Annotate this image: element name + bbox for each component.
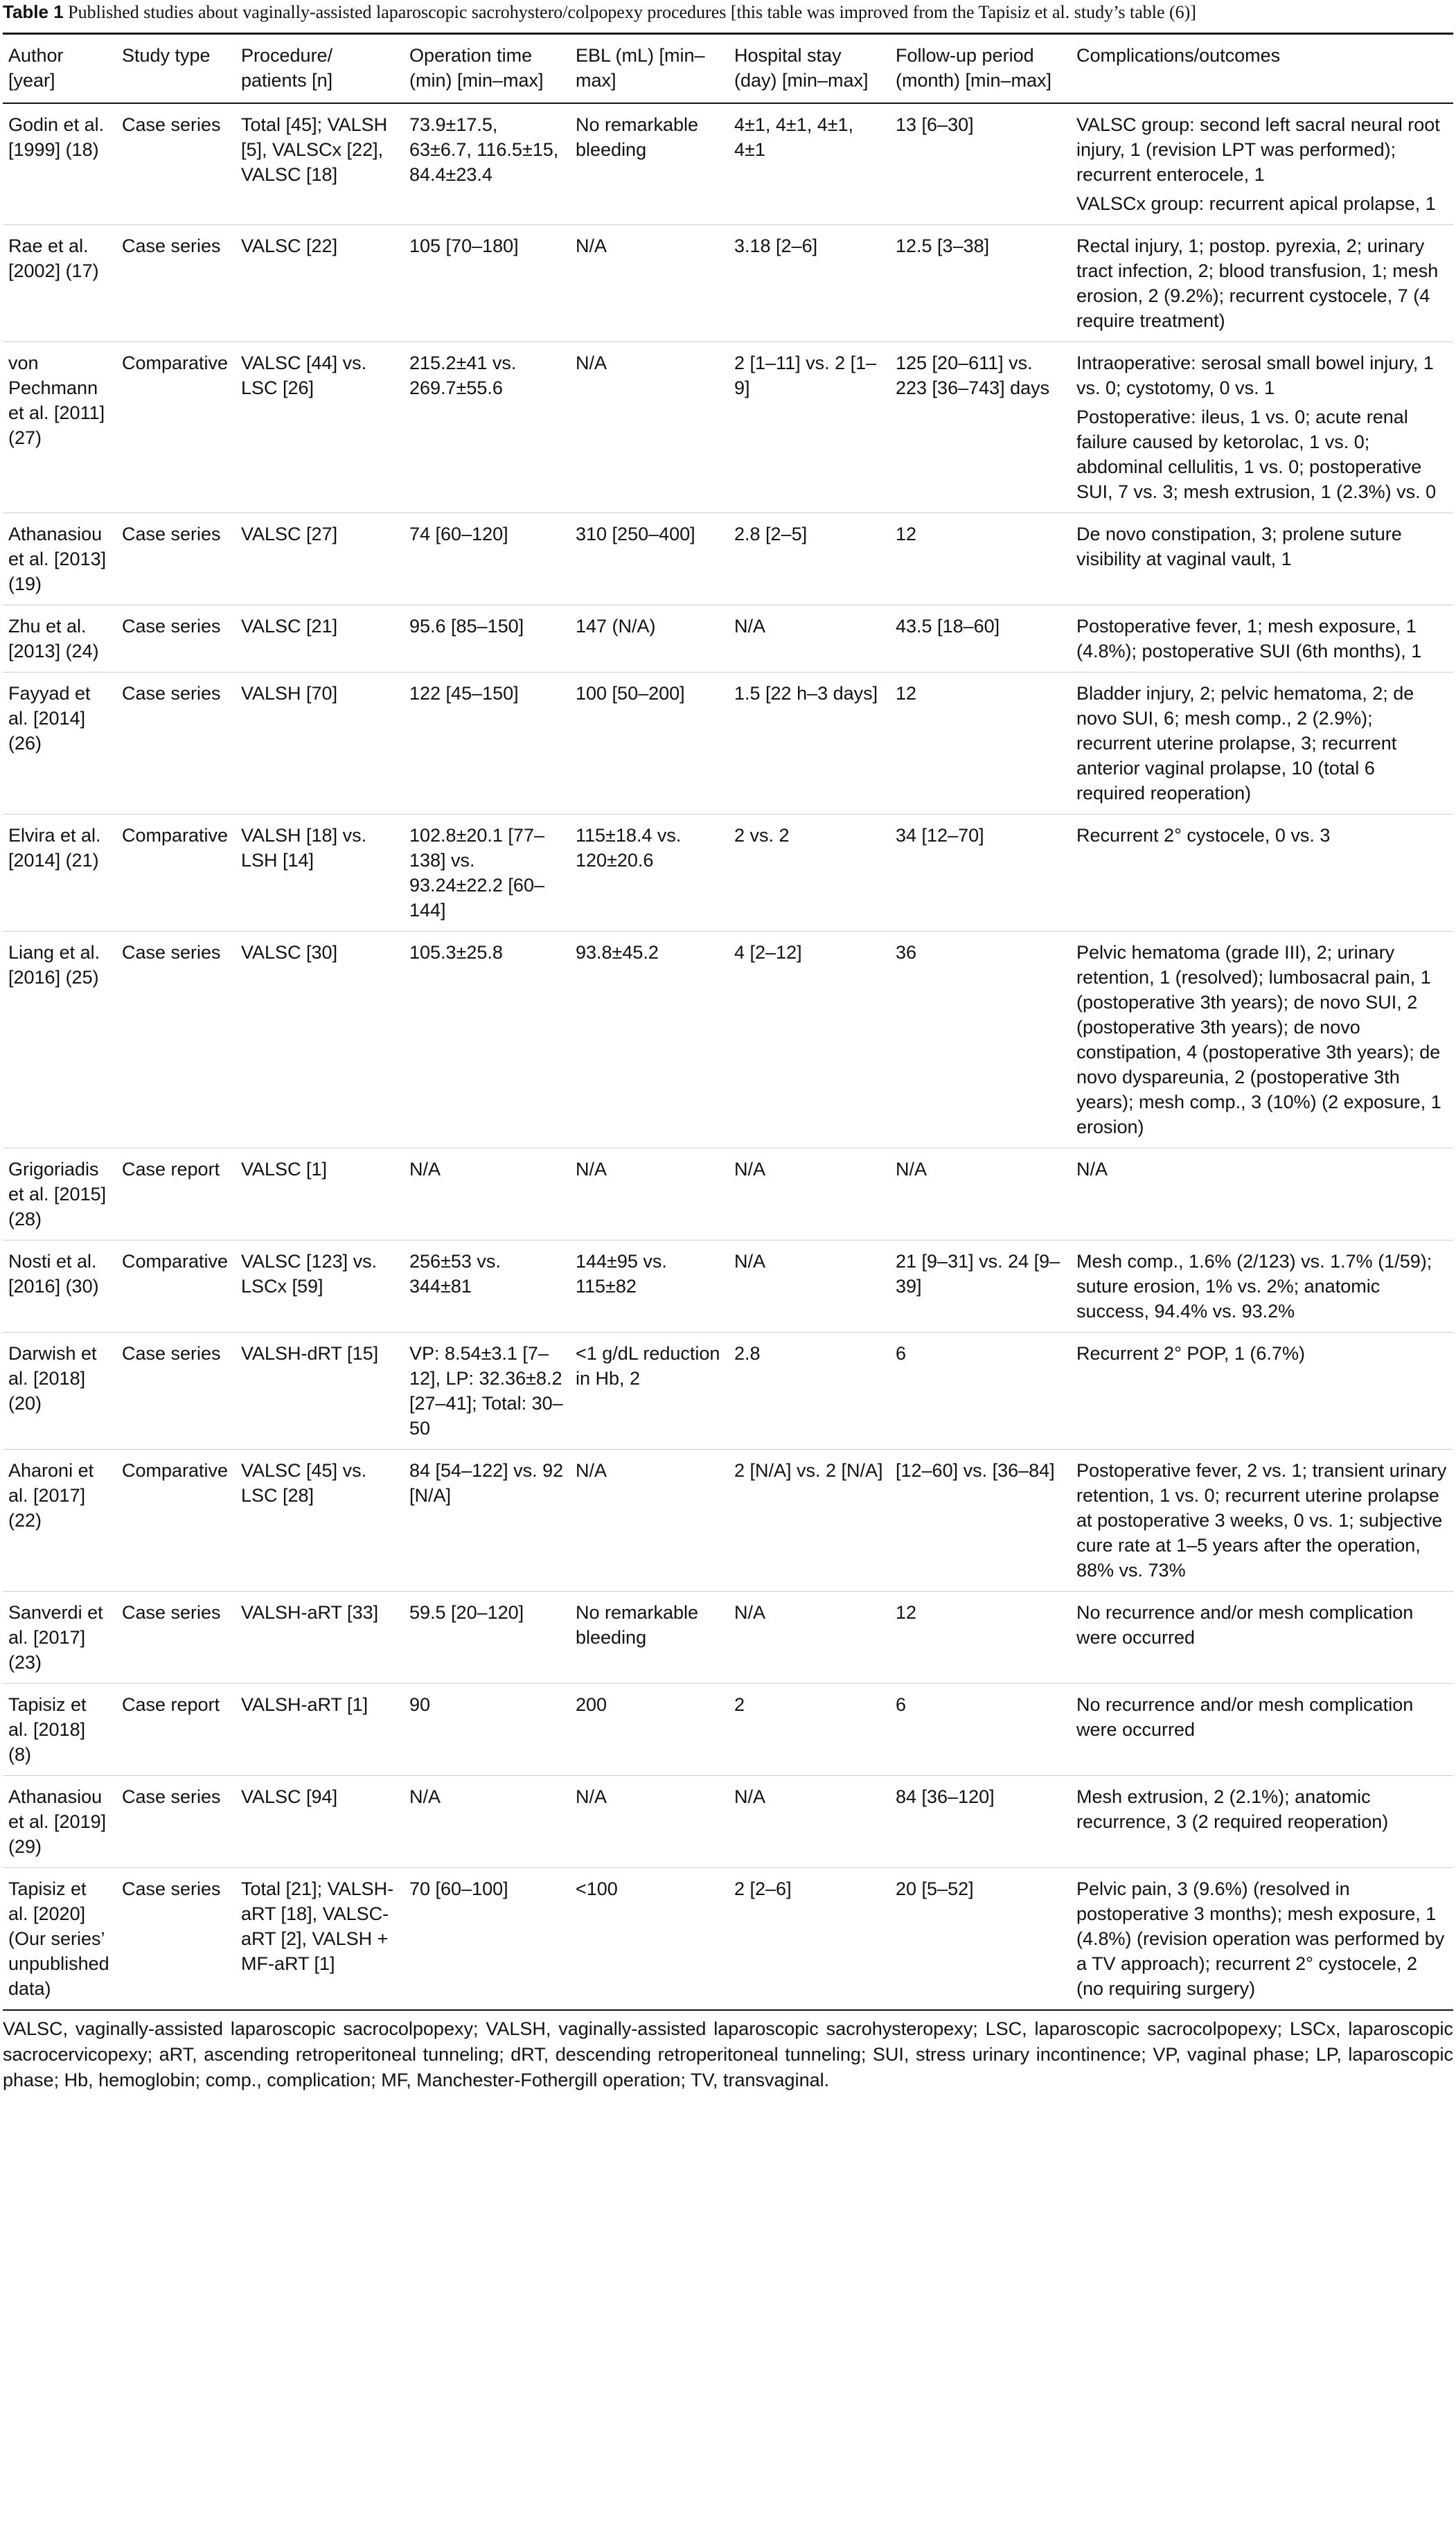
cell-procedure: VALSC [27]: [241, 524, 338, 544]
cell-procedure: VALSH-dRT [15]: [241, 1343, 379, 1364]
cell-follow-up: 13 [6–30]: [896, 114, 974, 135]
table-row: [3, 1241, 1453, 1333]
cell-ebl: 310 [250–400]: [576, 524, 695, 544]
table-header: [3, 34, 1453, 104]
cell-outcomes: Recurrent 2° POP, 1 (6.7%): [1076, 1343, 1305, 1364]
cell-study-type: Case series: [122, 1878, 221, 1899]
cell-follow-up: [12–60] vs. [36–84]: [896, 1460, 1055, 1481]
cell-operation-time: 105.3±25.8: [409, 942, 503, 963]
cell-study-type: Case series: [122, 114, 221, 135]
cell-follow-up: 6: [896, 1694, 907, 1715]
cell-operation-time: 122 [45–150]: [409, 683, 519, 704]
cell-procedure: VALSH [70]: [241, 683, 338, 704]
cell-outcomes: Pelvic pain, 3 (9.6%) (resolved in postoperative 3 months); mesh exposure, 1 (4.8%) (revision operation was performed by a TV approach); recurrent 2° cystocele, 2 (no requiring surgery): [1076, 1878, 1445, 1999]
cell-operation-time: 95.6 [85–150]: [409, 616, 524, 637]
table-caption: [3, 0, 1453, 33]
cell-outcomes: N/A: [1076, 1159, 1108, 1180]
cell-outcomes: Postoperative fever, 2 vs. 1; transient urinary retention, 1 vs. 0; recurrent uterine prolapse at postoperative 3 weeks, 0 vs. 1; subjective cure rate at 1–5 years after the operation, 88% vs. 73%: [1076, 1460, 1447, 1581]
cell-operation-time: 73.9±17.5, 63±6.7, 116.5±15, 84.4±23.4: [409, 114, 559, 185]
cell-follow-up: 20 [5–52]: [896, 1878, 974, 1899]
cell-follow-up: 125 [20–611] vs. 223 [36–743] days: [896, 353, 1050, 398]
cell-ebl: 147 (N/A): [576, 616, 656, 637]
header-operation-time: Operation time (min) [min–max]: [409, 45, 544, 91]
cell-procedure: VALSC [1]: [241, 1159, 328, 1180]
cell-operation-time: N/A: [409, 1159, 441, 1180]
cell-outcomes: Recurrent 2° cystocele, 0 vs. 3: [1076, 825, 1331, 846]
cell-outcomes: De novo constipation, 3; prolene suture visibility at vaginal vault, 1: [1076, 524, 1402, 569]
table-row: [3, 673, 1453, 815]
cell-author: Darwish et al. [2018] (20): [8, 1343, 97, 1414]
cell-ebl: N/A: [576, 1460, 607, 1481]
cell-hospital-stay: 2 [N/A] vs. 2 [N/A]: [734, 1460, 883, 1481]
cell-follow-up: N/A: [896, 1159, 927, 1180]
cell-ebl: <100: [576, 1878, 618, 1899]
cell-ebl: N/A: [576, 1159, 607, 1180]
cell-outcomes: Pelvic hematoma (grade III), 2; urinary retention, 1 (resolved); lumbosacral pain, 1 (postoperative 3th years); de novo SUI, 2 (postoperative 3th years); de novo constipation, 4 (postoperative 3th years); de novo dyspareunia, 2 (postoperative 3th years); mesh comp., 3 (10%) (2 exposure, 1 erosion): [1076, 942, 1441, 1137]
cell-hospital-stay: N/A: [734, 1602, 766, 1623]
cell-procedure: VALSC [123] vs. LSCx [59]: [241, 1251, 378, 1297]
cell-author: Tapisiz et al. [2020] (Our series’ unpublished data): [8, 1878, 109, 1999]
cell-outcomes: Bladder injury, 2; pelvic hematoma, 2; de novo SUI, 6; mesh comp., 2 (2.9%); recurrent uterine prolapse, 3; recurrent anterior vaginal prolapse, 10 (total 6 required reoperation): [1076, 683, 1414, 803]
cell-outcomes: [1071, 103, 1453, 225]
cell-outcomes: Rectal injury, 1; postop. pyrexia, 2; urinary tract infection, 2; blood transfusion, 1; mesh erosion, 2 (9.2%); recurrent cystocele, 7 (4 require treatment): [1076, 235, 1439, 331]
outcome-text: Intraoperative: serosal small bowel injury, 1 vs. 0; cystotomy, 0 vs. 1: [1076, 353, 1434, 398]
table-row: [3, 225, 1453, 342]
cell-study-type: Comparative: [122, 1460, 229, 1481]
outcome-text-secondary: VALSCx group: recurrent apical prolapse, 1: [1076, 193, 1436, 214]
cell-operation-time: 256±53 vs. 344±81: [409, 1251, 501, 1297]
cell-study-type: Case report: [122, 1694, 220, 1715]
cell-ebl: 200: [576, 1694, 607, 1715]
cell-study-type: Case report: [122, 1159, 220, 1180]
cell-follow-up: 34 [12–70]: [896, 825, 984, 846]
cell-operation-time: 70 [60–100]: [409, 1878, 508, 1899]
cell-hospital-stay: 2 [2–6]: [734, 1878, 792, 1899]
cell-study-type: Comparative: [122, 353, 229, 373]
header-study-type: Study type: [122, 45, 211, 66]
header-author: Author [year]: [8, 45, 64, 91]
cell-follow-up: 12: [896, 1602, 917, 1623]
cell-author: Athanasiou et al. [2013] (19): [8, 524, 107, 594]
cell-outcomes: Mesh extrusion, 2 (2.1%); anatomic recurrence, 3 (2 required reoperation): [1076, 1786, 1389, 1832]
cell-follow-up: 43.5 [18–60]: [896, 616, 1000, 637]
cell-procedure: VALSC [44] vs. LSC [26]: [241, 353, 367, 398]
cell-operation-time: VP: 8.54±3.1 [7–12], LP: 32.36±8.2 [27–41]; Total: 30–50: [409, 1343, 563, 1439]
cell-author: Athanasiou et al. [2019] (29): [8, 1786, 107, 1857]
table-label: Table 1: [3, 1, 64, 22]
cell-follow-up: 21 [9–31] vs. 24 [9–39]: [896, 1251, 1060, 1297]
cell-operation-time: 84 [54–122] vs. 92 [N/A]: [409, 1460, 564, 1506]
cell-ebl: N/A: [576, 1786, 607, 1807]
header-procedure: Procedure/ patients [n]: [241, 45, 333, 91]
cell-operation-time: 90: [409, 1694, 431, 1715]
cell-outcomes: Postoperative fever, 1; mesh exposure, 1 (4.8%); postoperative SUI (6th months), 1: [1076, 616, 1422, 661]
cell-follow-up: 12.5 [3–38]: [896, 235, 990, 256]
table-row: [3, 815, 1453, 932]
studies-table: [3, 33, 1453, 2011]
cell-study-type: Case series: [122, 1602, 221, 1623]
cell-operation-time: 102.8±20.1 [77–138] vs. 93.24±22.2 [60–144]: [409, 825, 544, 921]
cell-procedure: VALSC [45] vs. LSC [28]: [241, 1460, 367, 1506]
cell-procedure: VALSC [94]: [241, 1786, 338, 1807]
table-row: [3, 1148, 1453, 1241]
cell-procedure: VALSC [30]: [241, 942, 338, 963]
cell-ebl: <1 g/dL reduction in Hb, 2: [576, 1343, 720, 1389]
cell-author: von Pechmann et al. [2011] (27): [8, 353, 105, 448]
header-ebl: EBL (mL) [min–max]: [576, 45, 705, 91]
cell-author: Godin et al. [1999] (18): [8, 114, 105, 160]
table-row: [3, 103, 1453, 225]
cell-hospital-stay: 4±1, 4±1, 4±1, 4±1: [734, 114, 854, 160]
cell-hospital-stay: 4 [2–12]: [734, 942, 802, 963]
cell-hospital-stay: N/A: [734, 1159, 766, 1180]
header-outcomes: Complications/outcomes: [1076, 45, 1281, 66]
table-row: [3, 1333, 1453, 1450]
cell-author: Grigoriadis et al. [2015] (28): [8, 1159, 107, 1229]
table-row: [3, 342, 1453, 513]
cell-hospital-stay: 3.18 [2–6]: [734, 235, 818, 256]
table-title: Published studies about vaginally-assisted laparoscopic sacrohystero/colpopexy procedures [this table was improved from the Tapisiz et al. study’s table (6)]: [68, 2, 1196, 22]
cell-outcomes: [1071, 342, 1453, 513]
table-row: [3, 932, 1453, 1148]
table-row: [3, 1776, 1453, 1868]
cell-hospital-stay: 2.8: [734, 1343, 761, 1364]
cell-procedure: Total [45]; VALSH [5], VALSCx [22], VALSC [18]: [241, 114, 388, 185]
cell-hospital-stay: 1.5 [22 h–3 days]: [734, 683, 878, 704]
cell-study-type: Case series: [122, 235, 221, 256]
cell-ebl: 93.8±45.2: [576, 942, 659, 963]
cell-author: Sanverdi et al. [2017] (23): [8, 1602, 103, 1673]
cell-follow-up: 36: [896, 942, 917, 963]
cell-author: Liang et al. [2016] (25): [8, 942, 100, 988]
cell-outcomes: No recurrence and/or mesh complication were occurred: [1076, 1694, 1414, 1740]
cell-ebl: No remarkable bleeding: [576, 114, 699, 160]
cell-hospital-stay: N/A: [734, 1251, 766, 1272]
cell-study-type: Comparative: [122, 1251, 229, 1272]
header-follow-up: Follow-up period (month) [min–max]: [896, 45, 1052, 91]
table-row: [3, 1450, 1453, 1592]
cell-ebl: N/A: [576, 235, 607, 256]
table-body: [3, 103, 1453, 2010]
cell-study-type: Comparative: [122, 825, 229, 846]
cell-ebl: No remarkable bleeding: [576, 1602, 699, 1648]
cell-follow-up: 12: [896, 683, 917, 704]
cell-study-type: Case series: [122, 1786, 221, 1807]
cell-operation-time: 215.2±41 vs. 269.7±55.6: [409, 353, 517, 398]
cell-author: Elvira et al. [2014] (21): [8, 825, 101, 871]
cell-follow-up: 84 [36–120]: [896, 1786, 995, 1807]
header-hospital-stay: Hospital stay (day) [min–max]: [734, 45, 869, 91]
cell-hospital-stay: 2 vs. 2: [734, 825, 790, 846]
cell-author: Aharoni et al. [2017] (22): [8, 1460, 94, 1531]
cell-ebl: 115±18.4 vs. 120±20.6: [576, 825, 682, 871]
cell-author: Rae et al. [2002] (17): [8, 235, 99, 281]
cell-procedure: VALSC [22]: [241, 235, 338, 256]
table-row: [3, 513, 1453, 605]
cell-hospital-stay: 2 [1–11] vs. 2 [1–9]: [734, 353, 877, 398]
cell-ebl: 144±95 vs. 115±82: [576, 1251, 667, 1297]
table-row: [3, 1592, 1453, 1684]
cell-procedure: VALSH-aRT [1]: [241, 1694, 369, 1715]
cell-study-type: Case series: [122, 524, 221, 544]
cell-hospital-stay: 2: [734, 1694, 745, 1715]
cell-follow-up: 12: [896, 524, 917, 544]
cell-hospital-stay: N/A: [734, 616, 766, 637]
cell-hospital-stay: N/A: [734, 1786, 766, 1807]
cell-author: Tapisiz et al. [2018] (8): [8, 1694, 87, 1765]
cell-hospital-stay: 2.8 [2–5]: [734, 524, 808, 544]
outcome-text: VALSC group: second left sacral neural root injury, 1 (revision LPT was performed); recurrent enterocele, 1: [1076, 114, 1440, 185]
cell-study-type: Case series: [122, 942, 221, 963]
table-row: [3, 1868, 1453, 2011]
cell-study-type: Case series: [122, 616, 221, 637]
cell-procedure: VALSC [21]: [241, 616, 338, 637]
cell-study-type: Case series: [122, 683, 221, 704]
table-row: [3, 605, 1453, 673]
cell-author: Nosti et al. [2016] (30): [8, 1251, 99, 1297]
cell-study-type: Case series: [122, 1343, 221, 1364]
cell-ebl: 100 [50–200]: [576, 683, 685, 704]
cell-follow-up: 6: [896, 1343, 907, 1364]
outcome-text-secondary: Postoperative: ileus, 1 vs. 0; acute renal failure caused by ketorolac, 1 vs. 0; abdominal cellulitis, 1 vs. 0; postoperative SUI, 7 vs. 3; mesh extrusion, 1 (2.3%) vs. 0: [1076, 407, 1437, 502]
cell-operation-time: N/A: [409, 1786, 441, 1807]
cell-operation-time: 74 [60–120]: [409, 524, 508, 544]
table-row: [3, 1684, 1453, 1776]
cell-author: Fayyad et al. [2014] (26): [8, 683, 91, 754]
cell-outcomes: No recurrence and/or mesh complication were occurred: [1076, 1602, 1414, 1648]
cell-operation-time: 59.5 [20–120]: [409, 1602, 524, 1623]
cell-procedure: VALSH-aRT [33]: [241, 1602, 379, 1623]
cell-outcomes: Mesh comp., 1.6% (2/123) vs. 1.7% (1/59); suture erosion, 1% vs. 2%; anatomic success, 94.4% vs. 93.2%: [1076, 1251, 1432, 1322]
cell-ebl: N/A: [576, 353, 607, 373]
cell-author: Zhu et al. [2013] (24): [8, 616, 99, 661]
cell-operation-time: 105 [70–180]: [409, 235, 519, 256]
table-footnote: VALSC, vaginally-assisted laparoscopic sacrocolpopexy; VALSH, vaginally-assisted laparoscopic sacrohysteropexy; LSC, laparoscopic sacrocolpopexy; LSCx, laparoscopic sacrocervicopexy; aRT, ascending retroperitoneal tunneling; dRT, descending retroperitoneal tunneling; SUI, stress urinary incontinence; VP, vaginal phase; LP, laparoscopic phase; Hb, hemoglobin; comp., complication; MF, Manchester-Fothergill operation; TV, transvaginal.: [3, 2018, 1453, 2090]
cell-procedure: Total [21]; VALSH-aRT [18], VALSC-aRT [2], VALSH + MF-aRT [1]: [241, 1878, 394, 1974]
cell-procedure: VALSH [18] vs. LSH [14]: [241, 825, 367, 871]
